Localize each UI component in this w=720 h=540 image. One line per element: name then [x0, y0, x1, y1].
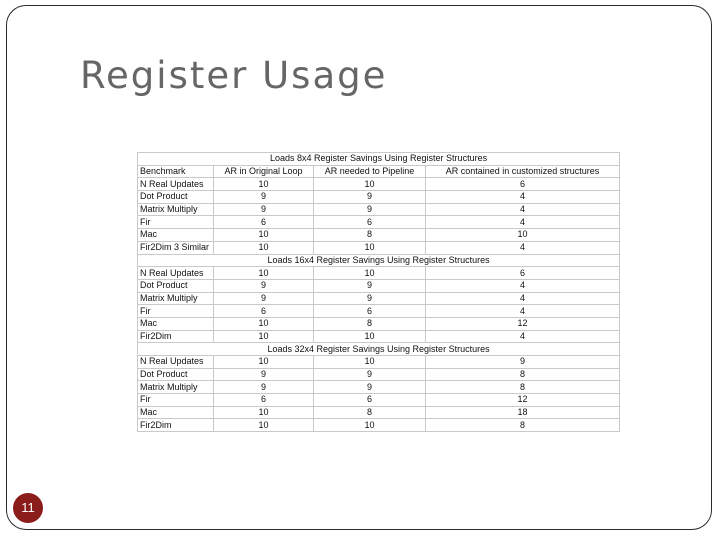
value-cell: 4 — [426, 216, 620, 229]
benchmark-name-cell: N Real Updates — [138, 178, 214, 191]
section-title-row — [138, 254, 620, 267]
table-row — [138, 178, 620, 191]
value-cell: 9 — [314, 292, 426, 305]
table-row — [138, 203, 620, 216]
value-cell: 10 — [426, 229, 620, 242]
value-cell: 9 — [314, 279, 426, 292]
value-cell: 10 — [214, 419, 314, 432]
benchmark-name-cell: Matrix Multiply — [138, 292, 214, 305]
value-cell: 10 — [314, 267, 426, 280]
table-row — [138, 191, 620, 204]
section-title-row — [138, 343, 620, 356]
value-cell: 9 — [214, 279, 314, 292]
column-header: AR needed to Pipeline — [314, 165, 426, 178]
benchmark-name-cell: Fir2Dim — [138, 419, 214, 432]
value-cell: 9 — [426, 356, 620, 369]
benchmark-name-cell: Mac — [138, 229, 214, 242]
value-cell: 10 — [214, 330, 314, 343]
benchmark-name-cell: Mac — [138, 317, 214, 330]
value-cell: 9 — [314, 203, 426, 216]
value-cell: 10 — [214, 267, 314, 280]
value-cell: 10 — [214, 229, 314, 242]
slide-title: Register Usage — [80, 54, 388, 97]
value-cell: 10 — [314, 178, 426, 191]
table-row — [138, 267, 620, 280]
table-row — [138, 406, 620, 419]
table-row — [138, 394, 620, 407]
benchmark-name-cell: Matrix Multiply — [138, 381, 214, 394]
value-cell: 9 — [214, 381, 314, 394]
value-cell: 8 — [426, 381, 620, 394]
value-cell: 6 — [214, 394, 314, 407]
value-cell: 10 — [314, 330, 426, 343]
benchmark-name-cell: Fir — [138, 216, 214, 229]
register-savings-table-container — [137, 152, 619, 432]
column-header: AR contained in customized structures — [426, 165, 620, 178]
table-row — [138, 381, 620, 394]
value-cell: 8 — [314, 317, 426, 330]
column-header: AR in Original Loop — [214, 165, 314, 178]
value-cell: 8 — [426, 419, 620, 432]
benchmark-name-cell: N Real Updates — [138, 356, 214, 369]
benchmark-name-cell: Fir2Dim 3 Similar — [138, 241, 214, 254]
benchmark-name-cell: Fir — [138, 394, 214, 407]
value-cell: 9 — [214, 203, 314, 216]
value-cell: 10 — [314, 356, 426, 369]
value-cell: 4 — [426, 330, 620, 343]
table-row — [138, 317, 620, 330]
value-cell: 10 — [214, 406, 314, 419]
value-cell: 9 — [214, 191, 314, 204]
value-cell: 12 — [426, 317, 620, 330]
benchmark-name-cell: Dot Product — [138, 368, 214, 381]
table-body — [138, 153, 620, 432]
benchmark-name-cell: Fir — [138, 305, 214, 318]
value-cell: 8 — [426, 368, 620, 381]
benchmark-name-cell: Dot Product — [138, 279, 214, 292]
value-cell: 10 — [214, 178, 314, 191]
value-cell: 4 — [426, 279, 620, 292]
value-cell: 9 — [314, 368, 426, 381]
value-cell: 6 — [214, 305, 314, 318]
value-cell: 8 — [314, 406, 426, 419]
value-cell: 10 — [214, 241, 314, 254]
value-cell: 6 — [314, 216, 426, 229]
value-cell: 4 — [426, 305, 620, 318]
table-row — [138, 229, 620, 242]
register-savings-table — [137, 152, 620, 432]
value-cell: 18 — [426, 406, 620, 419]
table-row — [138, 368, 620, 381]
table-row — [138, 330, 620, 343]
benchmark-name-cell: Mac — [138, 406, 214, 419]
benchmark-name-cell: Dot Product — [138, 191, 214, 204]
section-title-row — [138, 153, 620, 166]
value-cell: 9 — [214, 368, 314, 381]
value-cell: 4 — [426, 241, 620, 254]
value-cell: 8 — [314, 229, 426, 242]
section-title: Loads 16x4 Register Savings Using Register Structures — [138, 254, 620, 267]
value-cell: 6 — [314, 305, 426, 318]
value-cell: 4 — [426, 191, 620, 204]
value-cell: 10 — [214, 356, 314, 369]
table-row — [138, 216, 620, 229]
value-cell: 4 — [426, 203, 620, 216]
value-cell: 6 — [214, 216, 314, 229]
value-cell: 10 — [314, 419, 426, 432]
table-row — [138, 292, 620, 305]
table-row — [138, 279, 620, 292]
value-cell: 6 — [314, 394, 426, 407]
table-row — [138, 305, 620, 318]
column-header: Benchmark — [138, 165, 214, 178]
table-row — [138, 356, 620, 369]
value-cell: 10 — [314, 241, 426, 254]
section-title: Loads 32x4 Register Savings Using Register Structures — [138, 343, 620, 356]
table-row — [138, 241, 620, 254]
benchmark-name-cell: N Real Updates — [138, 267, 214, 280]
table-row — [138, 419, 620, 432]
page-number-badge: 11 — [13, 493, 43, 523]
value-cell: 6 — [426, 178, 620, 191]
value-cell: 4 — [426, 292, 620, 305]
section-title: Loads 8x4 Register Savings Using Register Structures — [138, 153, 620, 166]
value-cell: 12 — [426, 394, 620, 407]
value-cell: 9 — [314, 191, 426, 204]
value-cell: 9 — [314, 381, 426, 394]
benchmark-name-cell: Matrix Multiply — [138, 203, 214, 216]
benchmark-name-cell: Fir2Dim — [138, 330, 214, 343]
column-header-row — [138, 165, 620, 178]
value-cell: 9 — [214, 292, 314, 305]
value-cell: 6 — [426, 267, 620, 280]
value-cell: 10 — [214, 317, 314, 330]
